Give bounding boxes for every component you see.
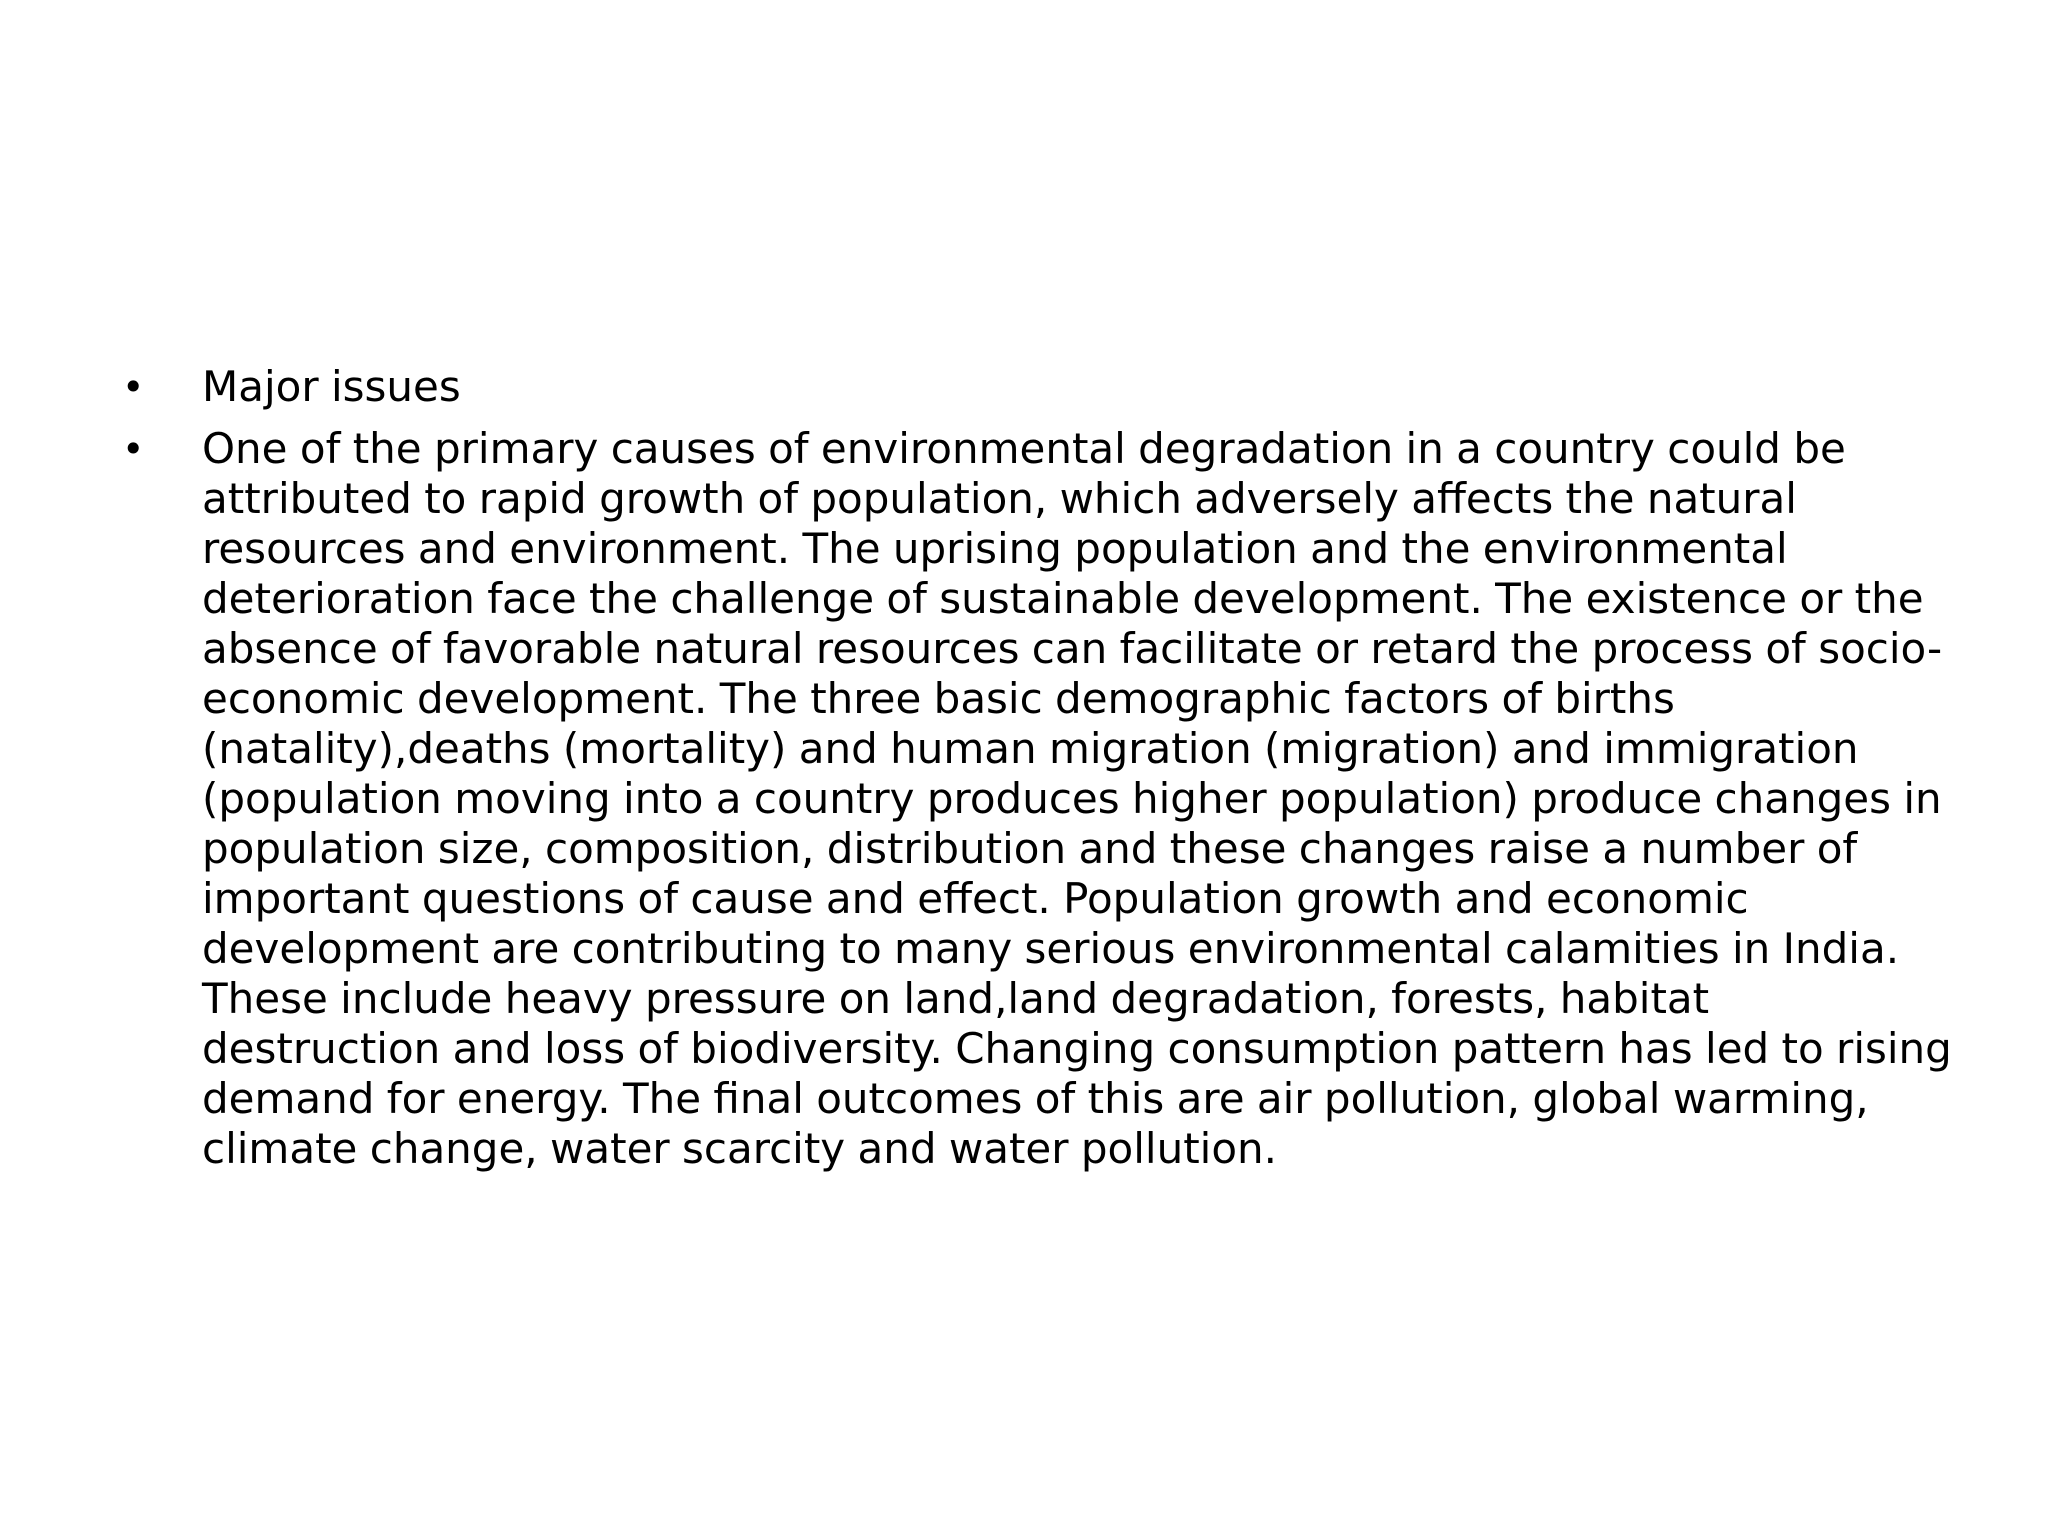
bullet-text-heading: Major issues [202, 362, 461, 411]
bullet-icon: • [122, 427, 145, 471]
bullet-item-paragraph [122, 424, 1952, 1174]
bullet-icon: • [122, 365, 145, 409]
bullet-list [122, 362, 1952, 1174]
slide-content [122, 362, 1952, 1174]
bullet-item-heading [122, 362, 1952, 412]
bullet-text-paragraph: One of the primary causes of environmental degradation in a country could be attributed to rapid growth of population, which adversely affects the natural resources and environment. The uprising population and the environmental deterioration face the challenge of sustainable development. The existence or the absence of favorable natural resources can facilitate or retard the process of socio-economic development. The three basic demographic factors of births (natality),deaths (mortality) and human migration (migration) and immigration (population moving into a country produces higher population) produce changes in population size, composition, distribution and these changes raise a number of important questions of cause and effect. Population growth and economic development are contributing to many serious environmental calamities in India. These include heavy pressure on land,land degradation, forests, habitat destruction and loss of biodiversity. Changing consumption pattern has led to rising demand for energy. The final outcomes of this are air pollution, global warming, climate change, water scarcity and water pollution. [202, 424, 1952, 1173]
